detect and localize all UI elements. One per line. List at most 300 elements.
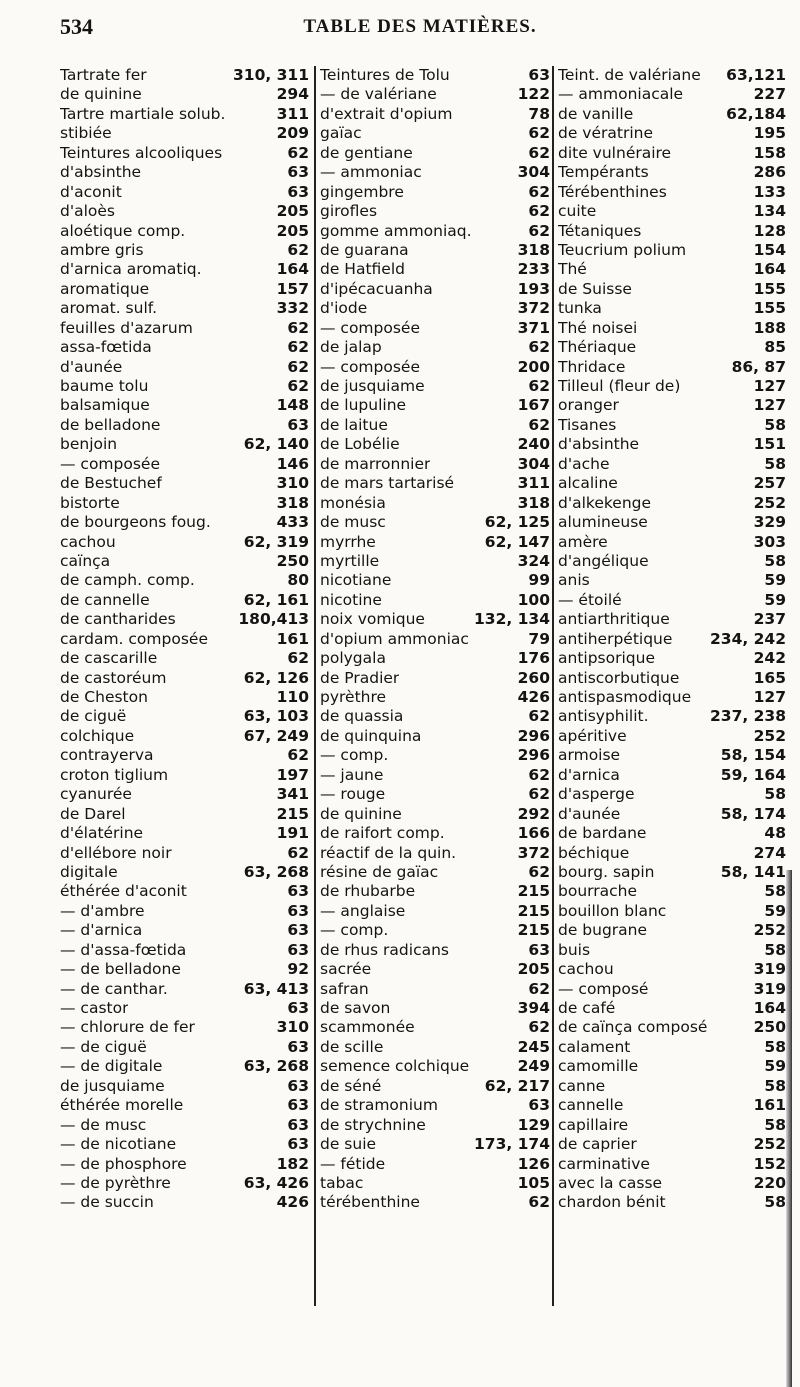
index-page-ref: 63 [287,921,309,940]
index-entry [60,377,309,396]
index-term: de guarana [320,240,409,259]
index-term: dite vulnéraire [558,143,672,162]
index-term: carminative [558,1154,650,1173]
index-entry [558,1018,786,1037]
index-term: de laitue [320,415,388,434]
index-term: de castoréum [60,668,167,687]
index-term: de vanille [558,104,634,123]
index-entry [320,746,550,765]
index-entry [558,85,786,104]
index-term: — fétide [320,1154,386,1173]
index-entry [558,435,786,454]
index-term: de gentiane [320,143,413,162]
index-page-ref: 371 [517,318,550,337]
index-page-ref: 58 [764,454,786,473]
index-entry [60,1155,309,1174]
index-term: stibiée [60,124,112,143]
index-term: Teintures de Tolu [320,66,450,84]
index-term: de lupuline [320,396,407,415]
index-page-ref: 304 [517,454,550,473]
index-entry [320,552,550,571]
index-entry [60,1174,309,1193]
index-entry [558,377,786,396]
index-term: d'élatérine [60,824,144,843]
index-page-ref: 173, 174 [474,1135,550,1154]
index-term: de séné [320,1076,382,1095]
index-page-ref: 209 [276,124,309,143]
index-entry [558,707,786,726]
index-term: Teintures alcooliques [60,143,223,162]
index-term: de mars tartarisé [320,474,455,493]
index-entry [558,591,786,610]
index-entry [320,1018,550,1037]
index-term: d'arnica aromatiq. [60,260,202,279]
index-entry [320,474,550,493]
index-entry [60,902,309,921]
index-page-ref: 205 [517,960,550,979]
index-page-ref: 133 [753,182,786,201]
page-edge-shadow [786,870,792,1387]
index-entry [320,844,550,863]
index-entry [320,163,550,182]
index-entry [60,163,309,182]
index-page-ref: 148 [276,396,309,415]
index-entry [320,999,550,1018]
page-header [60,14,780,48]
index-page-ref: 237 [753,610,786,629]
index-entry [320,280,550,299]
index-entry [320,766,550,785]
index-term: d'asperge [558,785,635,804]
index-term: digitale [60,862,118,881]
index-entry [558,824,786,843]
index-page-ref: 167 [517,396,550,415]
index-page-ref: 200 [517,357,550,376]
index-page-ref: 62, 161 [243,590,309,609]
page-title: TABLE DES MATIÈRES. [303,16,537,37]
index-term: noix vomique [320,610,425,629]
index-entry [558,163,786,182]
index-page-ref: 63 [287,1096,309,1115]
index-page-ref: 62 [287,377,309,395]
index-entry [558,319,786,338]
index-entry [60,299,309,318]
index-term: résine de gaïac [320,862,439,881]
index-page-ref: 215 [517,921,550,940]
index-term: — comp. [320,746,389,765]
index-term: d'aunée [60,357,123,376]
index-term: — de nicotiane [60,1135,177,1154]
index-term: colchique [60,726,135,745]
page-number: 534 [60,14,93,39]
index-entry [320,260,550,279]
index-page-ref: 105 [517,1173,550,1192]
index-entry [60,319,309,338]
index-page-ref: 62 [528,221,550,240]
index-page-ref: 63, 268 [243,1057,309,1076]
index-term: de cantharides [60,610,176,629]
index-term: de caprier [558,1135,637,1154]
index-page-ref: 63 [528,940,550,959]
index-page-ref: 122 [517,85,550,104]
index-entry [60,513,309,532]
index-term: de cascarille [60,649,158,668]
index-page-ref: 62 [528,979,550,998]
index-page-ref: 126 [517,1154,550,1173]
index-term: myrrhe [320,532,376,551]
index-term: bourg. sapin [558,862,655,881]
index-term: d'absinthe [60,163,142,182]
index-term: — étoilé [558,590,622,609]
index-page-ref: 242 [753,649,786,668]
index-entry [60,980,309,999]
index-page-ref: 62, 126 [243,668,309,687]
index-term: — composée [60,454,161,473]
index-term: caïnça [60,551,111,570]
index-page-ref: 134 [753,202,786,221]
index-page-ref: 58 [764,551,786,570]
index-page-ref: 252 [753,921,786,940]
index-term: alumineuse [558,513,648,532]
index-page-ref: 58, 174 [720,804,786,823]
index-page-ref: 62 [528,202,550,221]
index-page-ref: 180,413 [238,610,309,629]
index-entry [558,124,786,143]
index-page-ref: 62 [287,357,309,376]
index-term: d'arnica [558,765,620,784]
index-entry [558,571,786,590]
index-term: — de pyrèthre [60,1173,171,1192]
index-term: de marronnier [320,454,431,473]
index-page-ref: 220 [753,1173,786,1192]
index-entry [558,1174,786,1193]
index-entry [60,707,309,726]
index-entry [558,1038,786,1057]
index-entry [558,416,786,435]
index-entry [558,902,786,921]
index-page-ref: 63,121 [726,66,786,84]
index-term: d'absinthe [558,435,640,454]
index-column-2 [314,66,550,1306]
index-page-ref: 304 [517,163,550,182]
index-entry [558,688,786,707]
index-entry [320,902,550,921]
index-entry [558,455,786,474]
index-term: semence colchique [320,1057,470,1076]
index-page-ref: 62 [528,862,550,881]
index-term: — composé [558,979,649,998]
index-term: de café [558,999,616,1017]
index-entry [320,688,550,707]
index-page-ref: 250 [753,1018,786,1037]
index-term: de scille [320,1037,384,1056]
index-page-ref: 62,184 [726,104,786,123]
index-entry [320,921,550,940]
index-page-ref: 63 [287,940,309,959]
index-page-ref: 257 [753,474,786,493]
index-entry [320,513,550,532]
index-page-ref: 62, 217 [484,1076,550,1095]
index-term: de jusquiame [60,1076,165,1095]
index-entry [60,571,309,590]
index-entry [320,669,550,688]
index-term: de Suisse [558,279,632,298]
index-entry [558,513,786,532]
index-page-ref: 62 [528,143,550,162]
index-term: — castor [60,999,129,1017]
index-term: antispasmodique [558,688,692,706]
index-entry [60,358,309,377]
index-page-ref: 329 [753,513,786,532]
index-page-ref: 78 [528,104,550,123]
index-term: Thériaque [558,338,637,357]
index-entry [320,241,550,260]
index-term: chardon bénit [558,1193,666,1212]
index-page-ref: 110 [276,688,309,706]
index-page-ref: 319 [753,960,786,979]
index-term: croton tiglium [60,765,169,784]
index-term: benjoin [60,435,118,454]
index-term: d'angélique [558,551,649,570]
index-page-ref: 62 [528,785,550,804]
index-term: de quinine [320,804,402,823]
index-entry [558,338,786,357]
index-page-ref: 67, 249 [243,726,309,745]
index-term: balsamique [60,396,150,415]
index-entry [320,960,550,979]
index-term: avec la casse [558,1173,663,1192]
index-entry [60,766,309,785]
index-entry [558,241,786,260]
index-entry [558,649,786,668]
index-entry [60,241,309,260]
index-page-ref: 79 [528,629,550,648]
index-entry [320,319,550,338]
index-entry [60,105,309,124]
index-page-ref: 182 [276,1154,309,1173]
index-term: cyanurée [60,785,132,804]
index-entry [60,960,309,979]
index-page-ref: 58 [764,1115,786,1134]
index-entry [60,1038,309,1057]
index-page-ref: 341 [276,785,309,804]
index-page-ref: 154 [753,240,786,259]
index-entry [558,1077,786,1096]
index-page-ref: 164 [753,999,786,1017]
index-entry [320,1096,550,1115]
index-term: Thé noisei [558,318,638,337]
index-page-ref: 63 [287,415,309,434]
index-term: apéritive [558,726,627,745]
index-page-ref: 286 [753,163,786,182]
index-entry [60,824,309,843]
index-term: monésia [320,493,386,512]
index-term: nicotine [320,590,382,609]
index-entry [558,144,786,163]
index-page-ref: 63 [287,1076,309,1095]
index-page-ref: 86, 87 [731,357,786,376]
index-page-ref: 62 [528,182,550,201]
index-entry [60,124,309,143]
index-entry [60,435,309,454]
index-term: éthérée morelle [60,1096,184,1115]
index-term: myrtille [320,551,380,570]
index-term: de rhubarbe [320,882,416,901]
index-page-ref: 250 [276,551,309,570]
index-page-ref: 303 [753,532,786,551]
index-entry [558,260,786,279]
index-entry [558,358,786,377]
index-page-ref: 59 [764,571,786,590]
index-entry [320,824,550,843]
index-term: Tempérants [558,163,649,182]
index-term: de quinquina [320,726,422,745]
index-term: de caïnça composé [558,1018,708,1037]
index-entry [320,66,550,85]
index-page-ref: 237, 238 [710,707,786,726]
index-entry [60,552,309,571]
index-term: — de musc [60,1115,147,1134]
index-term: de stramonium [320,1096,438,1115]
index-entry [320,124,550,143]
index-term: — chlorure de fer [60,1018,195,1037]
index-entry [320,396,550,415]
index-entry [320,338,550,357]
index-entry [558,299,786,318]
index-entry [558,533,786,552]
index-page-ref: 62 [287,143,309,162]
index-term: Teucrium polium [558,240,687,259]
index-entry [60,338,309,357]
index-entry [60,805,309,824]
index-entry [320,882,550,901]
index-term: — de succin [60,1193,154,1212]
index-page-ref: 59 [764,901,786,920]
index-page-ref: 426 [276,1193,309,1212]
index-entry [558,202,786,221]
index-term: de bugrane [558,921,648,940]
index-term: safran [320,979,369,998]
index-page-ref: 63 [287,182,309,201]
index-page-ref: 62, 140 [243,435,309,454]
index-term: de Darel [60,804,126,823]
index-page-ref: 59 [764,1057,786,1076]
index-entry [320,299,550,318]
index-page-ref: 63 [287,1037,309,1056]
index-term: d'ache [558,454,610,473]
index-entry [320,533,550,552]
index-term: de ciguë [60,707,127,726]
index-term: de rhus radicans [320,940,449,959]
index-entry [320,358,550,377]
index-entry [60,863,309,882]
index-entry [60,921,309,940]
index-entry [558,1116,786,1135]
index-term: de Lobélie [320,435,400,454]
index-term: nicotiane [320,571,392,590]
index-page-ref: 152 [753,1154,786,1173]
index-entry [558,222,786,241]
index-term: d'alkekenge [558,493,652,512]
index-entry [558,669,786,688]
index-page-ref: 58 [764,940,786,959]
index-page-ref: 58 [764,1076,786,1095]
index-page-ref: 332 [276,299,309,318]
index-page-ref: 292 [517,804,550,823]
index-page-ref: 394 [517,999,550,1017]
index-entry [60,844,309,863]
index-page-ref: 48 [764,824,786,843]
index-page-ref: 62 [528,338,550,357]
index-page-ref: 252 [753,726,786,745]
index-entry [320,1116,550,1135]
index-page-ref: 62 [528,707,550,726]
index-page-ref: 127 [753,396,786,415]
index-entry [320,805,550,824]
index-entry [558,844,786,863]
index-term: scammonée [320,1018,415,1037]
index-page-ref: 59 [764,590,786,609]
index-entry [320,85,550,104]
index-term: — comp. [320,921,389,940]
index-page-ref: 63 [528,66,550,84]
index-entry [320,1174,550,1193]
index-term: Tilleul (fleur de) [558,377,681,395]
index-entry [60,746,309,765]
index-entry [320,1038,550,1057]
index-page-ref: 205 [276,221,309,240]
index-page-ref: 63 [528,1096,550,1115]
index-entry [320,649,550,668]
index-term: de strychnine [320,1115,426,1134]
index-entry [558,863,786,882]
index-page-ref: 161 [276,629,309,648]
index-term: — composée [320,318,421,337]
index-term: cannelle [558,1096,624,1115]
index-term: pyrèthre [320,688,387,706]
index-entry [558,105,786,124]
index-page-ref: 372 [517,843,550,862]
index-term: de musc [320,513,386,532]
index-term: polygala [320,649,386,668]
index-page-ref: 311 [276,104,309,123]
index-entry [558,1057,786,1076]
index-term: antipsorique [558,649,655,668]
index-page-ref: 161 [753,1096,786,1115]
index-entry [60,1135,309,1154]
index-entry [60,455,309,474]
index-page-ref: 92 [287,960,309,979]
index-entry [320,377,550,396]
index-entry [60,1193,309,1212]
index-page-ref: 372 [517,299,550,318]
index-term: aloétique comp. [60,221,186,240]
index-term: gaïac [320,124,362,143]
index-page-ref: 205 [276,202,309,221]
index-term: aromatique [60,279,150,298]
index-entry [558,766,786,785]
index-entry [60,1096,309,1115]
index-page-ref: 310, 311 [233,66,309,84]
index-entry [320,571,550,590]
index-term: girofles [320,202,378,221]
index-column-1 [60,66,309,1306]
index-page-ref: 62, 147 [484,532,550,551]
index-term: antiherpétique [558,629,673,648]
index-page-ref: 62 [287,240,309,259]
index-entry [558,1155,786,1174]
index-term: — jaune [320,765,384,784]
